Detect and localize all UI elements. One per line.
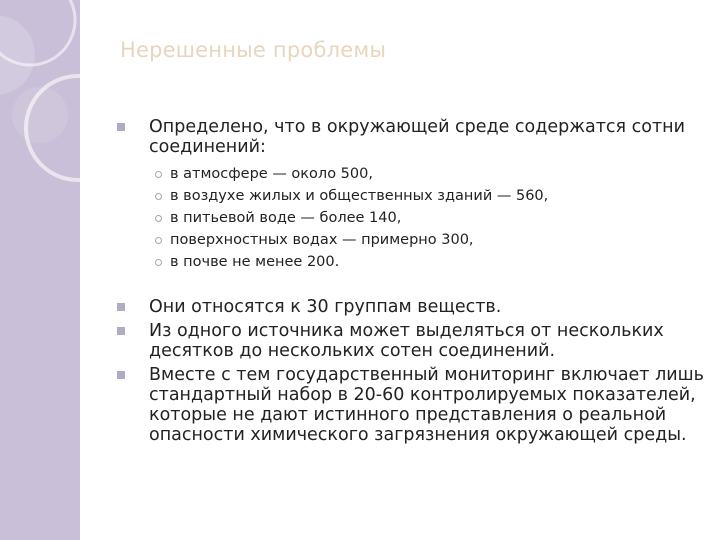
sub-item-text: в атмосфере — около 500, xyxy=(170,166,373,182)
bullet-text: Определено, что в окружающей среде содержатся сотни соединений: xyxy=(149,117,685,157)
bullet-item xyxy=(116,297,706,317)
bullet-text: Из одного источника может выделяться от нескольких десятков до нескольких сотен соединений. xyxy=(149,321,664,361)
circle-bullet-icon xyxy=(155,215,162,222)
sub-item xyxy=(154,229,706,251)
square-bullet-icon xyxy=(117,371,125,379)
square-bullet-icon xyxy=(117,123,125,131)
bullet-item xyxy=(116,321,706,361)
bullet-text: Вместе с тем государственный мониторинг включает лишь стандартный набор в 20-60 контролируемых показателей, которые не дают истинного представления о реальной опасности химического загрязнения окружающей среды. xyxy=(149,365,704,445)
sub-item-text: в воздухе жилых и общественных зданий — 560, xyxy=(170,188,549,204)
square-bullet-icon xyxy=(117,327,125,335)
bullet-item xyxy=(116,365,706,445)
slide-content xyxy=(116,117,706,445)
bullet-text: Они относятся к 30 группам веществ. xyxy=(149,297,502,317)
circle-bullet-icon xyxy=(155,237,162,244)
sub-item xyxy=(154,251,706,273)
sub-item xyxy=(154,163,706,185)
circle-bullet-icon xyxy=(155,259,162,266)
bullet-item xyxy=(116,117,706,157)
slide-title: Нерешенные проблемы xyxy=(120,38,387,62)
sub-item-text: в питьевой воде — более 140, xyxy=(170,210,402,226)
sub-item-text: поверхностных водах — примерно 300, xyxy=(170,232,474,248)
sub-list xyxy=(154,163,706,273)
sub-item xyxy=(154,185,706,207)
decorative-circles xyxy=(0,0,80,540)
sub-item xyxy=(154,207,706,229)
circle-bullet-icon xyxy=(155,171,162,178)
sub-item-text: в почве не менее 200. xyxy=(170,254,340,270)
circle-bullet-icon xyxy=(155,193,162,200)
decorative-sidebar xyxy=(0,0,80,540)
square-bullet-icon xyxy=(117,303,125,311)
